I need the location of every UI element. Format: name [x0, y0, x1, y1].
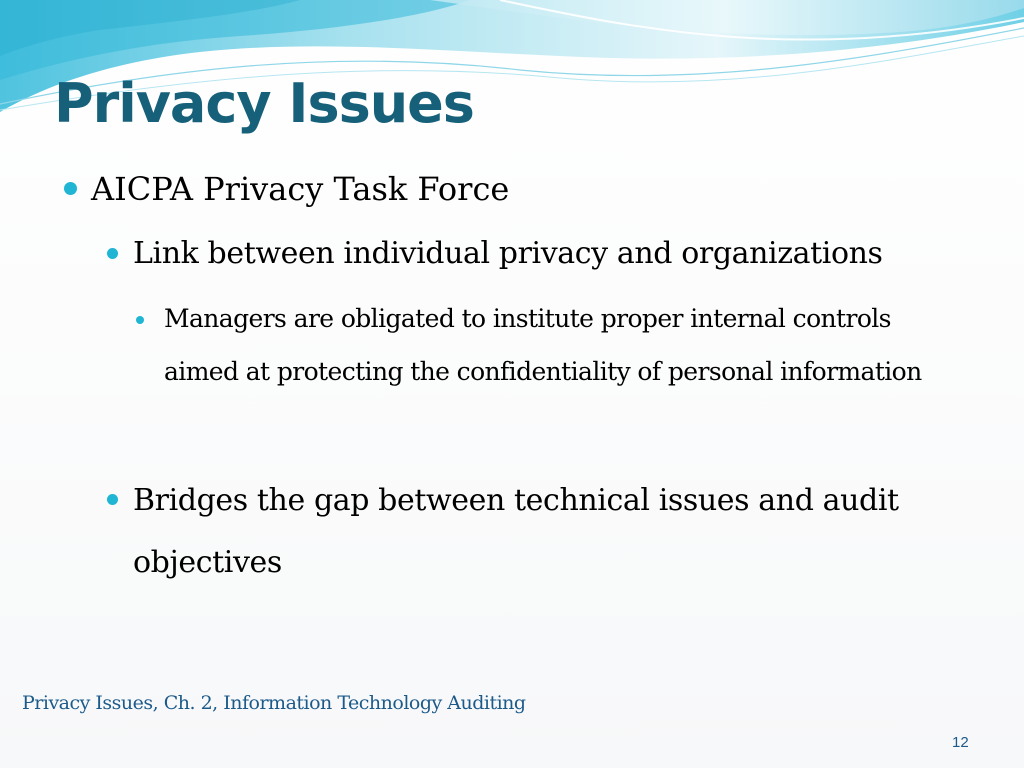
slide-footer: Privacy Issues, Ch. 2, Information Technology Auditing — [22, 692, 526, 714]
slide-title: Privacy Issues — [54, 72, 474, 135]
bullet-dot-icon — [64, 182, 77, 195]
bullet-level-3 — [136, 292, 936, 398]
bullet-text: Bridges the gap between technical issues and audit objectives — [133, 483, 899, 580]
bullet-level-1 — [64, 168, 964, 210]
bullet-text: Link between individual privacy and organizations — [133, 236, 883, 271]
bullet-dot-icon — [107, 248, 118, 259]
bullet-level-2 — [107, 470, 927, 594]
bullet-text: AICPA Privacy Task Force — [91, 170, 510, 208]
bullet-dot-icon — [136, 316, 144, 324]
bullet-dot-icon — [107, 494, 118, 505]
bullet-level-2 — [107, 234, 987, 274]
page-number: 12 — [952, 734, 969, 751]
bullet-text: Managers are obligated to institute proper internal controls aimed at protecting the confidentiality of personal information — [164, 304, 922, 386]
